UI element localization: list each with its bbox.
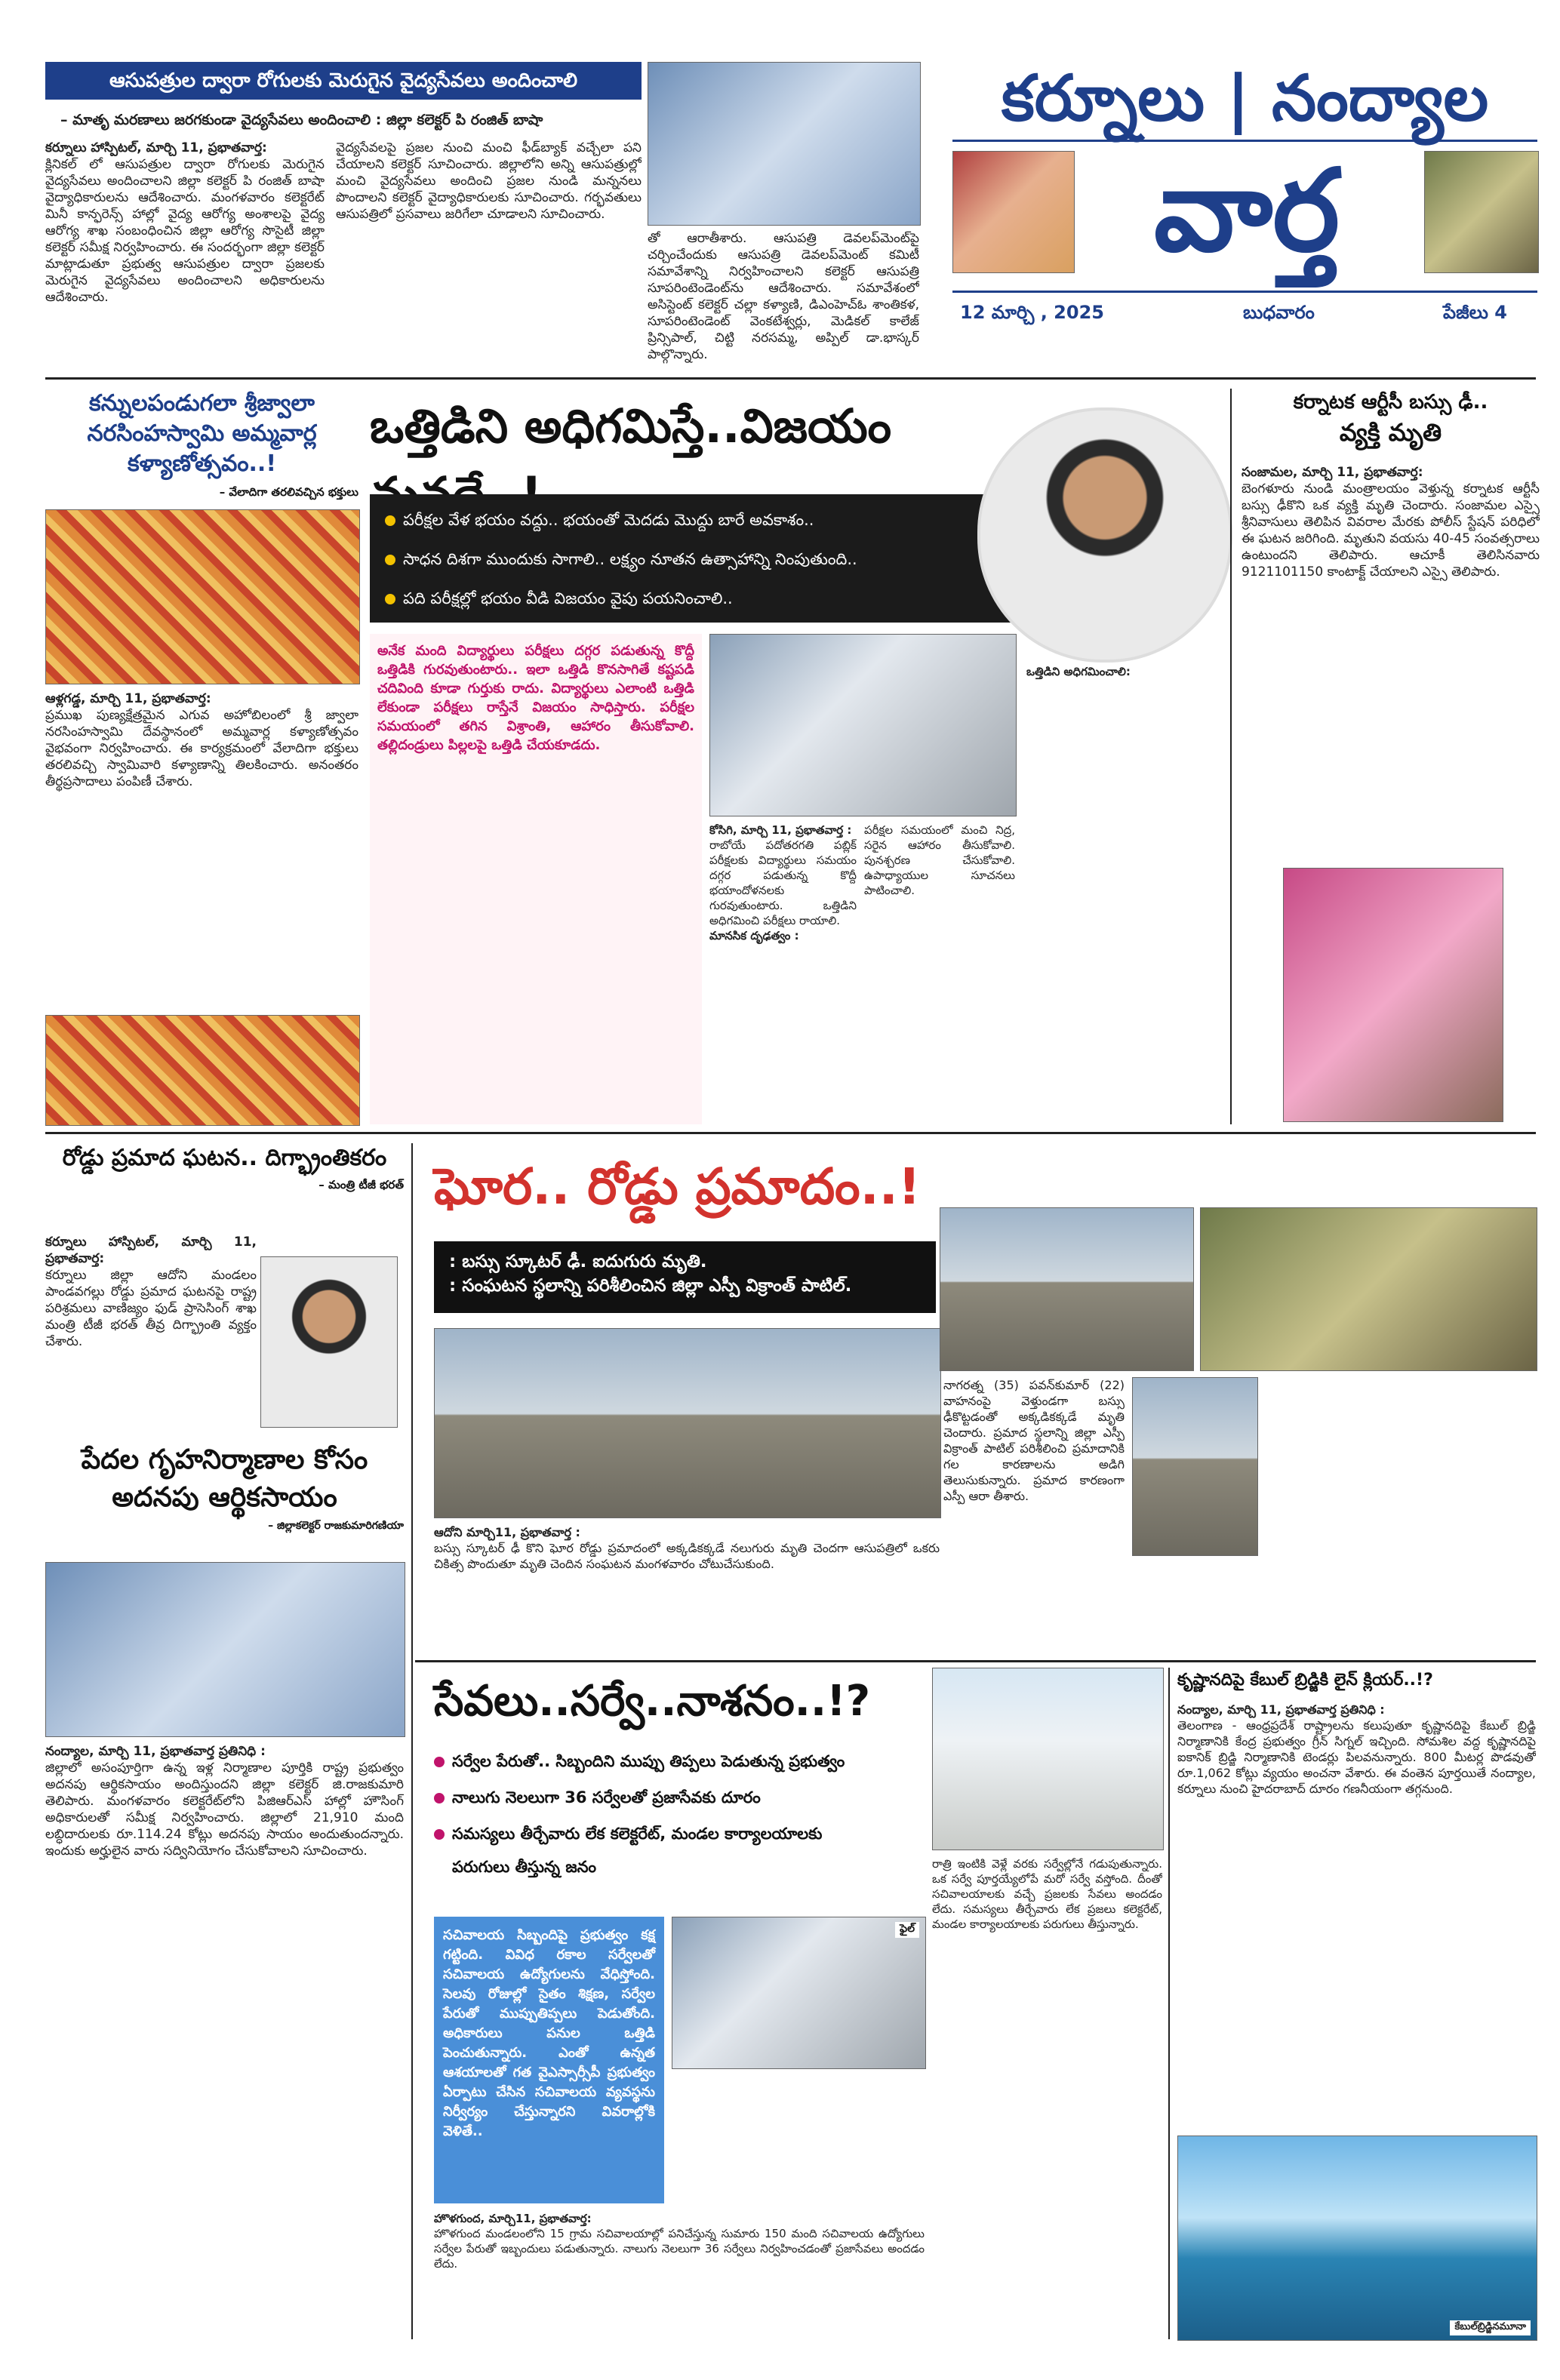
- top-story-body3: తో ఆరాతీశారు. ఆసుపత్రి డెవలప్‌మెంట్‌పై చర్చించేందుకు ఆసుపత్రి డెవలప్‌మెంట్ కమిటీ సమావేశాన్ని నిర్వహించాలని కలెక్టర్ ఆసుపత్రి సూపరింటెండెంట్‌ను ఆదేశించారు. సమావేశంలో అసిస్టెంట్ కలెక్టర్ చల్లా కళ్యాణి, డిఎంహెచ్ఓ శాంతికళ, సూపరింటెండెంట్ వెంకటేశ్వర్లు, మెడికల్ కాలేజ్ ప్రిన్సిపాల్, చిట్టి నరసమ్మ, అప్పిల్ డా.భాస్కర్ పాల్గొన్నారు.: [648, 231, 919, 362]
- feature-lead-text: అనేక మంది విద్యార్థులు పరీక్షలు దగ్గర పడుతున్న కొద్దీ ఒత్తిడికి గురవుతుంటారు.. ఇలా ఒత్తిడి కొనసాగితే కష్టపడి చదివింది కూడా గుర్తుకు రాదు. విద్యార్థులు ఎలాంటి ఒత్తిడి లేకుండా పరీక్షలు రాస్తేనే విజయం సాధిస్తారు. పరీక్షల సమయంలో తగిన విశ్రాంతి, ఆహారం తీసుకోవాలి. తల్లిదండ్రులు పిల్లలపై ఒత్తిడి చేయకూడదు.: [377, 643, 694, 753]
- road-accident-headline: [434, 1151, 955, 1222]
- top-story-dateline: కర్నూలు హాస్పిటల్, మార్చి 11, ప్రభాతవార్త:: [45, 140, 267, 155]
- road-accident-headline-text: ఘోర.. రోడ్డు ప్రమాదం..!: [434, 1158, 921, 1216]
- temple-headline: కన్నులపండుగలా శ్రీజ్వాలా నరసింహస్వామి అమ్మవార్ల కళ్యాణోత్సవం..!: [87, 390, 317, 477]
- bus-accident-headline1: కర్నాటక ఆర్టీసీ బస్సు ఢీ..: [1293, 391, 1488, 414]
- nandi-photo: [1424, 151, 1539, 273]
- row-divider-2: [45, 1132, 1536, 1134]
- survey-body2: రాత్రి ఇంటికి వెళ్లే వరకు సర్వేల్లోనే గడుపుతున్నారు. ఒక సర్వే పూర్తయ్యేలోపే మరో సర్వే వస్తోంది. దీంతో సచివాలయాలకు వచ్చే ప్రజలకు సేవలు అందడం లేదు. సమస్యలు తీర్చేవారు లేక ప్రజలు కలెక్టరేట్, మండల కార్యాలయాలకు పరుగులు తీస్తున్నారు.: [932, 1857, 1162, 1931]
- feature-body2: పరీక్షల సమయంలో మంచి నిద్ర, సరైన ఆహారం తీసుకోవాలి. పునశ్చరణ చేసుకోవాలి. ఉపాధ్యాయుల సూచనలు పాటించాలి.: [864, 823, 1015, 897]
- road-accident-text: [434, 1524, 940, 1660]
- top-story-col1: [45, 140, 325, 374]
- feature-col1: [709, 823, 857, 1124]
- top-story-body: క్లినికల్ లో ఆసుపత్రుల ద్వారా రోగులకు మెరుగైన వైద్యసేవలు అందించాలని జిల్లా కలెక్టర్ పి రంజిత్ బాషా వైద్యాధికారులను ఆదేశించారు. మంగళవారం కలెక్టరేట్ మినీ కాన్ఫరెన్స్ హాల్లో వైద్య ఆరోగ్య అంశాలపై వైద్య ఆరోగ్య శాఖ సంబంధించిన జిల్లా ఆరోగ్య సొసైటీ జిల్లా కలెక్టర్ సమీక్ష నిర్వహించారు. ఈ సందర్భంగా జిల్లా కలెక్టర్ మాట్లాడుతూ ప్రభుత్వ ఆసుపత్రుల ద్వారా ప్రజలకు మెరుగైన వైద్యసేవలు అందించాలని అధికారులను ఆదేశించారు.: [45, 157, 325, 305]
- masthead-place: కర్నూలు | నంద్యాల: [952, 57, 1537, 142]
- column-rule: [411, 1143, 413, 2339]
- housing-body: జిల్లాలో అసంపూర్తిగా ఉన్న ఇళ్ల నిర్మాణాల పూర్తికి రాష్ట్ర ప్రభుత్వం అదనపు ఆర్థికసాయం అందిస్తుందని జిల్లా కలెక్టర్ జి.రాజకుమారి తెలిపారు. మంగళవారం కలెక్టరేట్‌లోని పిజిఆర్ఎస్ హాల్లో హౌసింగ్ అధికారులతో సమీక్ష నిర్వహించారు. జిల్లాలో 21,910 మంది లబ్ధిదారులకు రూ.114.24 కోట్లు అదనపు సాయం అందుతుందన్నారు. ఇందుకు అర్హులైన వారు సద్వినియోగం చేసుకోవాలని సూచించారు.: [45, 1760, 404, 1859]
- row-divider-1: [45, 377, 1536, 380]
- bridge-body: తెలంగాణ - ఆంధ్రప్రదేశ్ రాష్ట్రాలను కలుపుతూ కృష్ణానదిపై కేబుల్ బ్రిడ్జి నిర్మాణానికి కేంద్ర ప్రభుత్వం గ్రీన్ సిగ్నల్ ఇచ్చింది. సోమశిల వద్ద కృష్ణానదిపై ఐకానిక్ బ్రిడ్జి నిర్మాణానికి టెండర్లు పిలవనున్నారు. 800 మీటర్ల పొడవుతో రూ.1,062 కోట్లు వ్యయం అంచనా వేశారు. ఈ వంతెన పూర్తయితే నంద్యాల, కర్నూలు నుంచి హైదరాబాద్ దూరం గణనీయంగా తగ్గనుంది.: [1177, 1718, 1536, 1796]
- feature-sub1: ఒత్తిడిని అధిగమించాలి:: [1026, 665, 1131, 678]
- column-rule: [1168, 1668, 1170, 2339]
- road-accident-dateline: ఆదోని మార్చి11, ప్రభాతవార్త :: [434, 1525, 580, 1539]
- road-accident-col3: [1268, 1377, 1536, 1656]
- survey-bullet: [434, 1743, 925, 1779]
- feature-headline: ఒత్తిడిని అధిగమిస్తే..విజయం: [370, 398, 892, 454]
- temple-dateline: ఆళ్లగడ్డ, మార్చి 11, ప్రభాతవార్త:: [45, 691, 211, 706]
- accident-victim-photo: [1132, 1377, 1258, 1556]
- feature-body: రాబోయే పదోతరగతి పబ్లిక్ పరీక్షలకు విద్యార్థులు సమయం దగ్గర పడుతున్న కొద్దీ భయాందోళనలకు గురవుతుంటారు. ఒత్తిడిని అధిగమించి పరీక్షలు రాయాలి.: [709, 838, 857, 927]
- housing-byline: – జిల్లాకలెక్టర్ రాజకుమారిగణియా: [268, 1520, 404, 1532]
- row-divider-3: [415, 1660, 1536, 1662]
- road-accident-bullet: : సంఘటన స్థలాన్ని పరిశీలించిన జిల్లా ఎస్పీ విక్రాంత్ పాటిల్.: [449, 1276, 852, 1296]
- masthead-date: 12 మార్చి , 2025: [960, 302, 1104, 323]
- feature-col3: [1026, 664, 1208, 1124]
- housing-headline: పేదల గృహనిర్మాణాల కోసం అదనపు ఆర్థికసాయం: [81, 1444, 368, 1513]
- survey-bullets: [434, 1743, 925, 1882]
- masthead-page: పేజీలు 4: [1443, 302, 1507, 323]
- minister-byline: – మంత్రి టీజీ భరత్: [318, 1178, 404, 1192]
- bus-accident-text: [1242, 464, 1540, 860]
- sachivalayam-photo: [932, 1668, 1164, 1850]
- top-story-col2: [336, 140, 642, 374]
- housing-text: [45, 1743, 404, 2339]
- masthead-brand: వార్త: [1153, 146, 1340, 277]
- top-story-col3: [648, 230, 919, 374]
- road-accident-bullets: [434, 1241, 936, 1313]
- minister-body: కర్నూలు జిల్లా ఆదోని మండలం పాండవగల్లు రోడ్డు ప్రమాద ఘటనపై రాష్ట్ర పరిశ్రమలు వాణిజ్యం ఫుడ్ ప్రాసెసింగ్ శాఖ మంత్రి టీజీ భరత్ తీవ్ర దిగ్భ్రాంతి వ్యక్తం చేశారు.: [45, 1268, 257, 1349]
- minister-story: [45, 1143, 404, 1195]
- bridge-dateline: నంద్యాల, మార్చి 11, ప్రభాతవార్త ప్రతినిధి :: [1177, 1702, 1385, 1717]
- survey-body: హొళగుంద మండలంలోని 15 గ్రామ సచివాలయాల్లో పనిచేస్తున్న సుమారు 150 మంది సచివాలయ ఉద్యోగులు సర్వేల పేరుతో ఇబ్బందులు పడుతున్నారు. నాలుగు నెలలుగా 36 సర్వేలు నిర్వహించడంతో ప్రజాసేవలు అందడం లేదు.: [434, 2227, 925, 2271]
- road-accident-col2: [943, 1377, 1125, 1656]
- survey-bullet-text: సమస్యలు తీర్చేవారు లేక కలెక్టరేట్, మండల కార్యాలయాలకు: [452, 1825, 823, 1843]
- masthead-day: బుధవారం: [1243, 302, 1315, 323]
- top-story-body2: వైద్యసేవలపై ప్రజల నుంచి మంచి ఫీడ్‌బ్యాక్ వచ్చేలా పని చేయాలని కలెక్టర్ సూచించారు. జిల్లాలోని అన్ని ఆసుపత్రుల్లో మంచి వైద్యసేవలు అందించి ప్రజల నుండి మన్ననలు పొందాలని కలెక్టర్ వైద్యాధికారులకు సూచించారు. గర్భవతులు ఆసుపత్రిలో ప్రసవాలు జరిగేలా చూడాలని సూచించారు.: [336, 140, 642, 222]
- top-story-banner: [45, 62, 642, 100]
- feature-bullet: [385, 500, 1019, 540]
- column-rule: [1230, 389, 1232, 1124]
- top-story-banner-text: ఆసుపత్రుల ద్వారా రోగులకు మెరుగైన వైద్యసేవలు అందించాలి: [109, 69, 578, 92]
- temple-byline: – వేలాదిగా తరలివచ్చిన భక్తులు: [219, 485, 358, 499]
- road-accident-body2: నాగరత్న (35) పవన్‌కుమార్ (22) వాహనంపై వెళ్తుండగా బస్సు ఢీకొట్టడంతో అక్కడికక్కడే మృతి చెందారు. ప్రమాద స్థలాన్ని జిల్లా ఎస్పీ విక్రాంత్ పాటిల్ పరిశీలించి ప్రమాదానికి గల కారణాలను అడిగి తెలుసుకున్నారు. ప్రమాద కారణంగా ఎస్పీ ఆరా తీశారు.: [943, 1378, 1125, 1503]
- bridge-headline: కృష్ణానదిపై కేబుల్ బ్రిడ్జికి లైన్ క్లియర్..!?: [1177, 1671, 1433, 1690]
- survey-col2: [932, 1856, 1162, 2339]
- survey-bullet-text: సర్వేల పేరుతో.. సిబ్బందిని ముప్పు తిప్పలు పెడుతున్న ప్రభుత్వం: [452, 1752, 845, 1770]
- feature-sub2: మానసిక దృఢత్వం :: [709, 929, 799, 942]
- survey-bullet-continued: పరుగులు తీస్తున్న జనం: [452, 1858, 597, 1876]
- bridge-text: [1177, 1702, 1536, 2124]
- file-photo-label: ఫైల్: [895, 1922, 919, 1938]
- victim-photo: [1283, 868, 1503, 1122]
- temple-body: ప్రముఖ పుణ్యక్షేత్రమైన ఎగువ అహోబిలంలో శ్రీ జ్వాలా నరసింహస్వామి దేవస్థానంలో అమ్మవార్ల కళ్యాణోత్సవం వైభవంగా నిర్వహించారు. ఈ కార్యక్రమంలో వేలాదిగా భక్తులు తరలివచ్చి స్వామివారి కళ్యాణాన్ని తిలకించారు. అనంతరం తీర్థప్రసాదాలు పంపిణీ చేశారు.: [45, 708, 358, 789]
- cable-bridge-photo: [1177, 2136, 1537, 2341]
- accident-site-photo: [434, 1328, 941, 1518]
- bus-accident-body: బెంగళూరు నుండి మంత్రాలయం వెళ్తున్న కర్నాటక ఆర్టీసీ బస్సు ఢీకొని ఒక వ్యక్తి మృతి చెందారు. సంజామల ఎస్సై శ్రీనివాసులు తెలిపిన వివరాల మేరకు పోలీస్ స్టేషన్ పరిధిలో ఈ ఘటన జరిగింది. మృతుని వయసు 40-45 సంవత్సరాలు ఉంటుందని తెలిపారు. ఆచూకీ తెలిసినవారు 9121101150 కాంటాక్ట్ చేయాలని ఎస్సై తెలిపారు.: [1242, 481, 1540, 580]
- stressed-student-photo: [977, 407, 1232, 663]
- survey-headline: సేవలు..సర్వే..నాశనం..!?: [434, 1677, 871, 1726]
- feature-bullet: [385, 579, 1019, 618]
- collector-meeting-photo: [648, 62, 921, 226]
- survey-text: [434, 2211, 925, 2339]
- bus-accident-headline2: వ్యక్తి మృతి: [1339, 418, 1442, 447]
- bullet-icon: [434, 1829, 445, 1840]
- road-accident-body: బస్సు స్కూటర్ ఢీ కొని ఘోర రోడ్డు ప్రమాదంలో అక్కడికక్కడే నలుగురు మృతి చెందగా ఆసుపత్రిలో ఒకరు చికిత్స పొందుతూ మృతి చెందిన సంఘటన మంగళవారం చోటుచేసుకుంది.: [434, 1541, 940, 1571]
- bus-accident-dateline: సంజామల, మార్చి 11, ప్రభాతవార్త:: [1242, 465, 1423, 480]
- feature-bullets-box: [370, 494, 1034, 623]
- bullet-icon: [434, 1793, 445, 1803]
- temple-crowd-photo: [45, 1015, 360, 1126]
- temple-text: [45, 690, 358, 1007]
- feature-bullet-text: పరీక్షల వేళ భయం వద్దు.. భయంతో మెదడు మొద్దు బారే అవకాశం..: [403, 511, 814, 529]
- feature-lead-box: [370, 634, 702, 1124]
- survey-staff-photo: [672, 1917, 926, 2069]
- feature-bullet-text: సాధన దిశగా ముందుకు సాగాలి.. లక్ష్యం నూతన ఉత్సాహాన్ని నింపుతుంది..: [403, 550, 857, 568]
- survey-callout-box: [434, 1917, 664, 2203]
- bullet-icon: [385, 515, 395, 526]
- exam-hall-photo: [709, 634, 1017, 816]
- rescue-photo: [940, 1207, 1194, 1371]
- road-accident-bullet: : బస్సు స్కూటర్ ఢీ. ఐదుగురు మృతి.: [449, 1252, 707, 1271]
- bridge-caption: కేబుల్‌బ్రిడ్జినమూనా: [1450, 2320, 1531, 2335]
- feature-col2: [864, 823, 1015, 1124]
- housing-review-photo: [45, 1562, 405, 1737]
- survey-callout: సచివాలయ సిబ్బందిపై ప్రభుత్వం కక్ష గట్టింది. వివిధ రకాల సర్వేలతో సచివాలయ ఉద్యోగులను వేధిస్తోంది. సెలవు రోజుల్లో సైతం శిక్షణ, సర్వేల పేరుతో ముప్పుతిప్పలు పెడుతోంది. అధికారులు పనుల ఒత్తిడి పెంచుతున్నారు. ఎంతో ఉన్నత ఆశయాలతో గత వైఎస్సార్సీపీ ప్రభుత్వం ఏర్పాటు చేసిన సచివాలయ వ్యవస్థను నిర్వీర్యం చేస్తున్నారని వివరాల్లోకి వెళితే..: [443, 1927, 655, 2139]
- masthead: [952, 57, 1537, 374]
- victim-body-photo: [1200, 1207, 1537, 1371]
- bus-accident-story: [1242, 389, 1540, 449]
- feature-bullet-text: పది పరీక్షల్లో భయం వీడి విజయం వైపు పయనించాలి..: [403, 589, 733, 607]
- minister-text: [45, 1234, 257, 1434]
- masthead-rule: [952, 291, 1537, 293]
- housing-dateline: నంద్యాల, మార్చి 11, ప్రభాతవార్త ప్రతినిధి :: [45, 1744, 266, 1759]
- temple-photo: [45, 509, 360, 684]
- feature-dateline: కోసిగి, మార్చి 11, ప్రభాతవార్త :: [709, 823, 852, 837]
- bullet-icon: [434, 1757, 445, 1767]
- survey-dateline: హొళగుంద, మార్చి11, ప్రభాతవార్త:: [434, 2212, 592, 2225]
- feature-bullet: [385, 540, 1019, 579]
- housing-story: [45, 1441, 404, 1534]
- bullet-icon: [385, 555, 395, 565]
- fort-photo: [952, 151, 1075, 273]
- survey-bullet: [434, 1779, 925, 1816]
- minister-dateline: కర్నూలు హాస్పిటల్, మార్చి 11, ప్రభాతవార్త:: [45, 1235, 257, 1266]
- minister-headline: రోడ్డు ప్రమాద ఘటన.. దిగ్భ్రాంతికరం: [62, 1145, 387, 1171]
- survey-bullet: [434, 1816, 925, 1852]
- minister-photo: [260, 1256, 398, 1428]
- top-story-subhead: – మాతృ మరణాలు జరగకుండా వైద్యసేవలు అందించాలి : జిల్లా కలెక్టర్ పి రంజిత్ బాషా: [60, 112, 543, 128]
- bullet-icon: [385, 594, 395, 604]
- temple-story: [45, 389, 358, 502]
- survey-bullet-text: నాలుగు నెలలుగా 36 సర్వేలతో ప్రజాసేవకు దూరం: [452, 1788, 761, 1807]
